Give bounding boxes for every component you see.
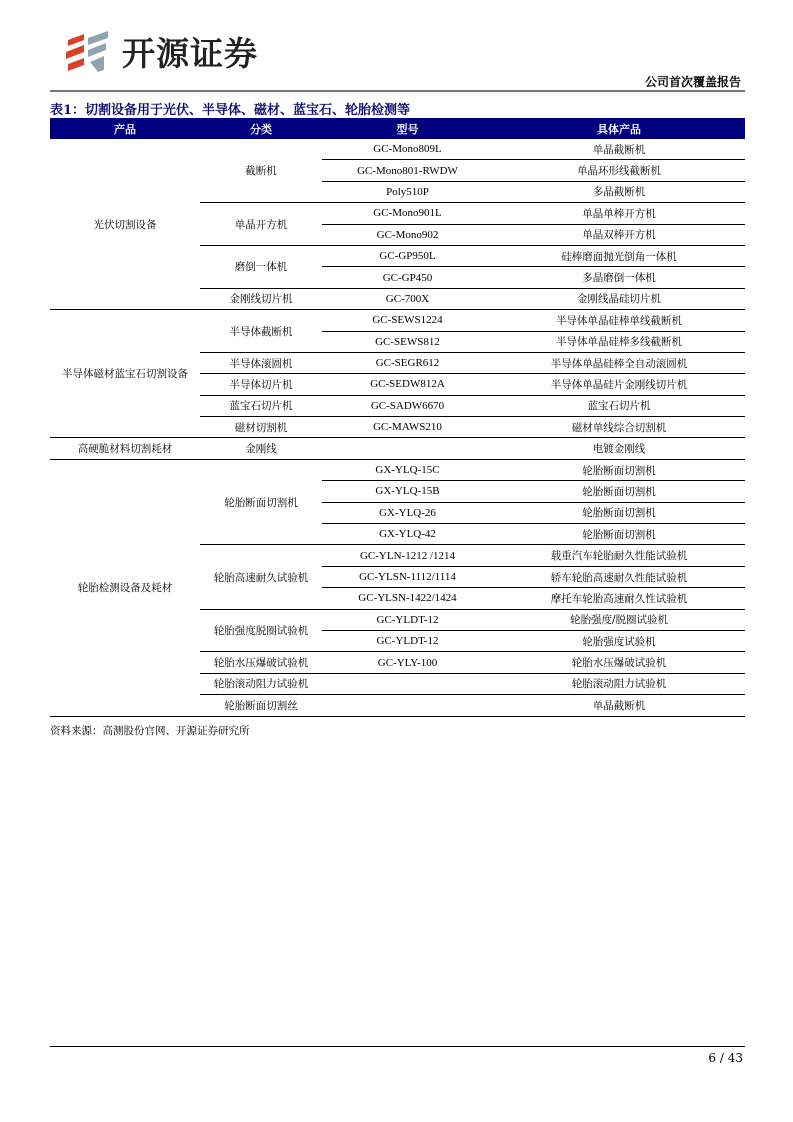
category-cell: 磁材切割机 — [200, 417, 322, 438]
model-cell: GC-Mono809L — [322, 139, 493, 160]
model-cell: GC-YLSN-1112/1114 — [322, 566, 493, 587]
model-cell: GC-YLDT-12 — [322, 609, 493, 630]
category-cell: 轮胎断面切割丝 — [200, 695, 322, 716]
page-number: 6 / 43 — [708, 1051, 743, 1065]
product-cell: 单晶单棒开方机 — [493, 203, 745, 224]
category-cell: 半导体切片机 — [200, 374, 322, 395]
category-cell: 蓝宝石切片机 — [200, 395, 322, 416]
column-header: 分类 — [200, 118, 322, 139]
category-cell: 半导体截断机 — [200, 310, 322, 353]
equipment-table — [50, 118, 745, 717]
model-cell: GC-GP950L — [322, 245, 493, 266]
product-cell: 蓝宝石切片机 — [493, 395, 745, 416]
product-cell: 半导体单晶硅棒单线截断机 — [493, 310, 745, 331]
product-cell: 轮胎水压爆破试验机 — [493, 652, 745, 673]
product-cell: 轮胎强度试验机 — [493, 630, 745, 651]
model-cell: GC-Mono902 — [322, 224, 493, 245]
product-cell: 半导体单晶硅棒全自动滚圆机 — [493, 352, 745, 373]
category-cell: 金刚线切片机 — [200, 288, 322, 309]
product-cell: 轮胎强度/脱圈试验机 — [493, 609, 745, 630]
model-cell — [322, 673, 493, 694]
table-caption: 表1：切割设备用于光伏、半导体、磁材、蓝宝石、轮胎检测等 — [50, 103, 411, 118]
model-cell: GC-SEGR612 — [322, 352, 493, 373]
model-cell — [322, 438, 493, 459]
table-row — [50, 438, 745, 459]
product-cell: 单晶截断机 — [493, 695, 745, 716]
column-header: 产品 — [50, 118, 200, 139]
category-cell: 轮胎滚动阻力试验机 — [200, 673, 322, 694]
category-cell: 金刚线 — [200, 438, 322, 459]
model-cell: GC-SEWS812 — [322, 331, 493, 352]
logo-text: 开源证券 — [122, 34, 258, 73]
model-cell: GX-YLQ-15B — [322, 481, 493, 502]
product-cell: 轮胎断面切割机 — [493, 459, 745, 480]
product-group-cell: 光伏切割设备 — [50, 139, 200, 310]
product-cell: 多晶磨倒一体机 — [493, 267, 745, 288]
category-cell: 半导体滚圆机 — [200, 352, 322, 373]
product-cell: 轮胎断面切割机 — [493, 524, 745, 545]
product-cell: 摩托车轮胎高速耐久性试验机 — [493, 588, 745, 609]
product-cell: 电镀金刚线 — [493, 438, 745, 459]
source-note: 资料来源：高测股份官网、开源证券研究所 — [50, 725, 250, 737]
model-cell: GX-YLQ-15C — [322, 459, 493, 480]
product-cell: 磁材单线综合切割机 — [493, 417, 745, 438]
product-cell: 单晶双棒开方机 — [493, 224, 745, 245]
category-cell: 磨倒一体机 — [200, 245, 322, 288]
model-cell: GC-700X — [322, 288, 493, 309]
product-cell: 半导体单晶硅棒多线截断机 — [493, 331, 745, 352]
model-cell: GC-MAWS210 — [322, 417, 493, 438]
product-cell: 金刚线晶硅切片机 — [493, 288, 745, 309]
table-row — [50, 459, 745, 480]
product-cell: 载重汽车轮胎耐久性能试验机 — [493, 545, 745, 566]
product-cell: 硅棒磨面抛光倒角一体机 — [493, 245, 745, 266]
table-body — [50, 139, 745, 716]
model-cell: GC-YLDT-12 — [322, 630, 493, 651]
table-header-row — [50, 118, 745, 139]
model-cell: GC-SEDW812A — [322, 374, 493, 395]
model-cell: Poly510P — [322, 181, 493, 202]
header-divider — [50, 90, 745, 92]
model-cell: GX-YLQ-42 — [322, 524, 493, 545]
model-cell: GC-YLSN-1422/1424 — [322, 588, 493, 609]
model-cell: GX-YLQ-26 — [322, 502, 493, 523]
product-cell: 轮胎断面切割机 — [493, 481, 745, 502]
product-cell: 多晶截断机 — [493, 181, 745, 202]
model-cell: GC-SEWS1224 — [322, 310, 493, 331]
category-cell: 单晶开方机 — [200, 203, 322, 246]
model-cell: GC-GP450 — [322, 267, 493, 288]
product-group-cell: 半导体磁材蓝宝石切割设备 — [50, 310, 200, 438]
category-cell: 轮胎高速耐久试验机 — [200, 545, 322, 609]
model-cell: GC-Mono801-RWDW — [322, 160, 493, 181]
company-logo — [64, 28, 258, 75]
category-cell: 轮胎水压爆破试验机 — [200, 652, 322, 673]
column-header: 型号 — [322, 118, 493, 139]
product-cell: 单晶截断机 — [493, 139, 745, 160]
category-cell: 截断机 — [200, 139, 322, 203]
column-header: 具体产品 — [493, 118, 745, 139]
model-cell: GC-Mono901L — [322, 203, 493, 224]
model-cell: GC-YLN-1212 /1214 — [322, 545, 493, 566]
product-cell: 轮胎滚动阻力试验机 — [493, 673, 745, 694]
report-type: 公司首次覆盖报告 — [644, 75, 741, 89]
model-cell: GC-SADW6670 — [322, 395, 493, 416]
table-row — [50, 139, 745, 160]
footer-divider — [50, 1046, 745, 1047]
product-group-cell: 轮胎检测设备及耗材 — [50, 459, 200, 716]
product-cell: 单晶环形线截断机 — [493, 160, 745, 181]
product-cell: 轮胎断面切割机 — [493, 502, 745, 523]
category-cell: 轮胎断面切割机 — [200, 459, 322, 545]
model-cell — [322, 695, 493, 716]
product-group-cell: 高硬脆材料切割耗材 — [50, 438, 200, 459]
product-cell: 半导体单晶硅片金刚线切片机 — [493, 374, 745, 395]
table-row — [50, 310, 745, 331]
category-cell: 轮胎强度脱圈试验机 — [200, 609, 322, 652]
product-cell: 轿车轮胎高速耐久性能试验机 — [493, 566, 745, 587]
model-cell: GC-YLY-100 — [322, 652, 493, 673]
logo-mark-icon — [64, 30, 116, 74]
